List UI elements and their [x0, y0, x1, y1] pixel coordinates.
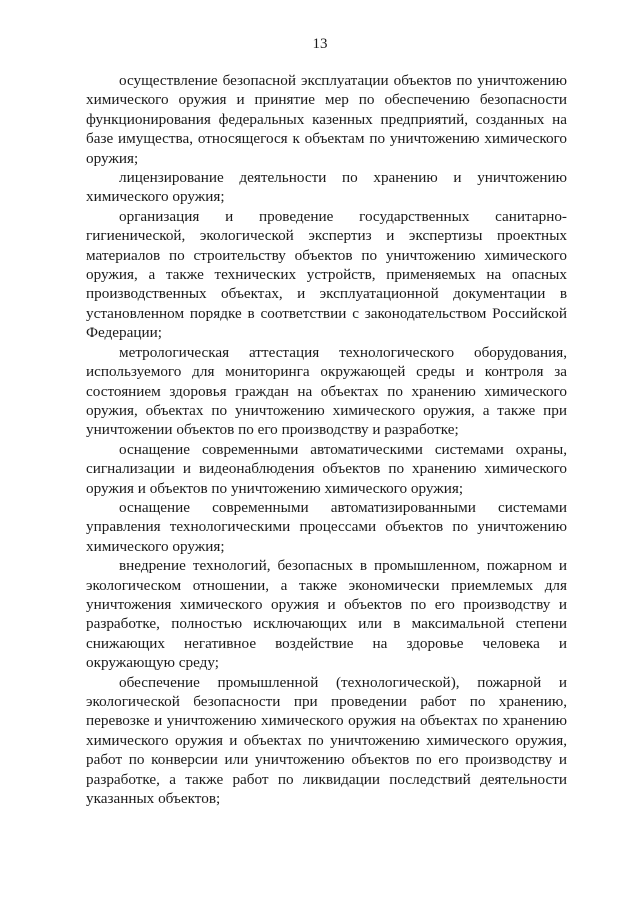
paragraph-control-systems: оснащение современными автоматизированными системами управления технологическими процессами объектов по уничтожению химического оружия;	[86, 498, 567, 555]
paragraph-metrology: метрологическая аттестация технологического оборудования, используемого для мониторинга окружающей среды и контроля за состоянием здоровья граждан на объектах по хранению химического оружия, объектах по уничтожению химического оружия, а также при уничтожении объектов по его производству и разработке;	[86, 343, 567, 439]
paragraph-expertise: организация и проведение государственных санитарно-гигиенической, экологической экспертиз и экспертизы проектных материалов по строительству объектов по уничтожению химического оружия, а также технических устройств, применяемых на опасных производственных объектах, и эксплуатационной документации в установленном порядке в соответствии с законодательством Российской Федерации;	[86, 207, 567, 342]
paragraph-safe-operation: осуществление безопасной эксплуатации объектов по уничтожению химического оружия и принятие мер по обеспечению безопасности функционирования федеральных казенных предприятий, созданных на базе имущества, относящегося к объектам по уничтожению химического оружия;	[86, 72, 567, 167]
paragraph-safety-assurance: обеспечение промышленной (технологической), пожарной и экологической безопасности при проведении работ по хранению, перевозке и уничтожению химического оружия на объектах по хранению химического оружия и объектах по уничтожению химического оружия, работ по конверсии или уничтожению объектов по его производству и разработке, а также работ по ликвидации последствий деятельности указанных объектов;	[86, 673, 567, 808]
paragraph-licensing: лицензирование деятельности по хранению и уничтожению химического оружия;	[86, 169, 567, 206]
document-body	[86, 71, 567, 808]
paragraph-security-systems: оснащение современными автоматическими системами охраны, сигнализации и видеонаблюдения объектов по хранению химического оружия и объектов по уничтожению химического оружия;	[86, 440, 567, 497]
page-number: 13	[312, 36, 328, 52]
paragraph-technologies: внедрение технологий, безопасных в промышленном, пожарном и экологическом отношении, а также экономически приемлемых для уничтожения химического оружия и объектов по его производству и разработке, полностью исключающих или в максимальной степени снижающих негативное воздействие на здоровье человека и окружающую среду;	[86, 557, 567, 672]
